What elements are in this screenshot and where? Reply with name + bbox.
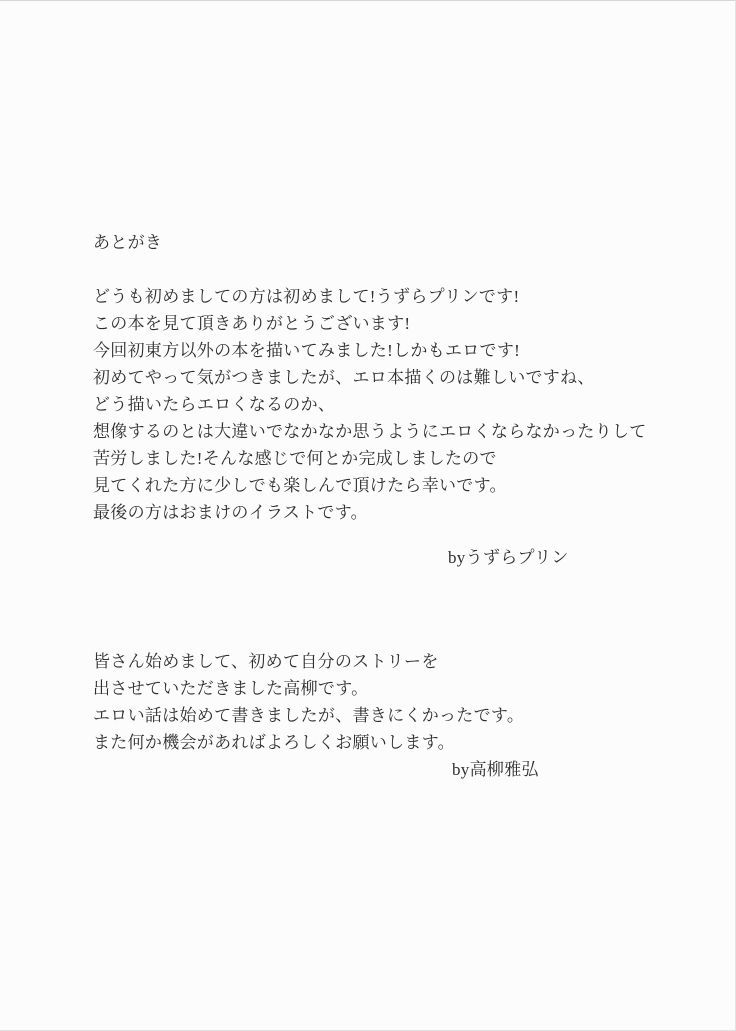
text-line: 想像するのとは大違いでなかなか思うようにエロくならなかったりして bbox=[93, 422, 647, 441]
afterword-paragraph-uzura bbox=[93, 283, 647, 526]
text-line: また何か機会があればよろしくお願いします。 bbox=[93, 733, 455, 752]
text-line: どう描いたらエロくなるのか、 bbox=[93, 395, 336, 414]
text-line: 今回初東方以外の本を描いてみました!しかもエロです! bbox=[93, 341, 521, 360]
text-line: 見てくれた方に少しでも楽しんで頂けたら幸いです。 bbox=[93, 476, 507, 495]
text-line: 苦労しました!そんな感じで何とか完成しましたので bbox=[93, 449, 497, 468]
text-line: 出させていただきました高柳です。 bbox=[93, 679, 369, 698]
text-line: エロい話は始めて書きましたが、書きにくかったです。 bbox=[93, 706, 525, 725]
signature-uzura-prin: byうずらプリン bbox=[448, 548, 569, 567]
afterword-paragraph-takayanagi bbox=[93, 648, 647, 756]
text-line: 初めてやって気がつきましたが、エロ本描くのは難しいですね、 bbox=[93, 368, 595, 387]
text-line: 皆さん始めまして、初めて自分のストリーを bbox=[93, 652, 439, 671]
afterword-content bbox=[93, 229, 647, 783]
text-line: どうも初めましての方は初めまして!うずらプリンです! bbox=[93, 287, 520, 306]
text-line: この本を見て頂きありがとうございます! bbox=[93, 314, 411, 333]
page-title: あとがき bbox=[93, 233, 163, 252]
signature-takayanagi-masahiro: by高柳雅弘 bbox=[452, 760, 539, 779]
text-line: 最後の方はおまけのイラストです。 bbox=[93, 503, 368, 522]
